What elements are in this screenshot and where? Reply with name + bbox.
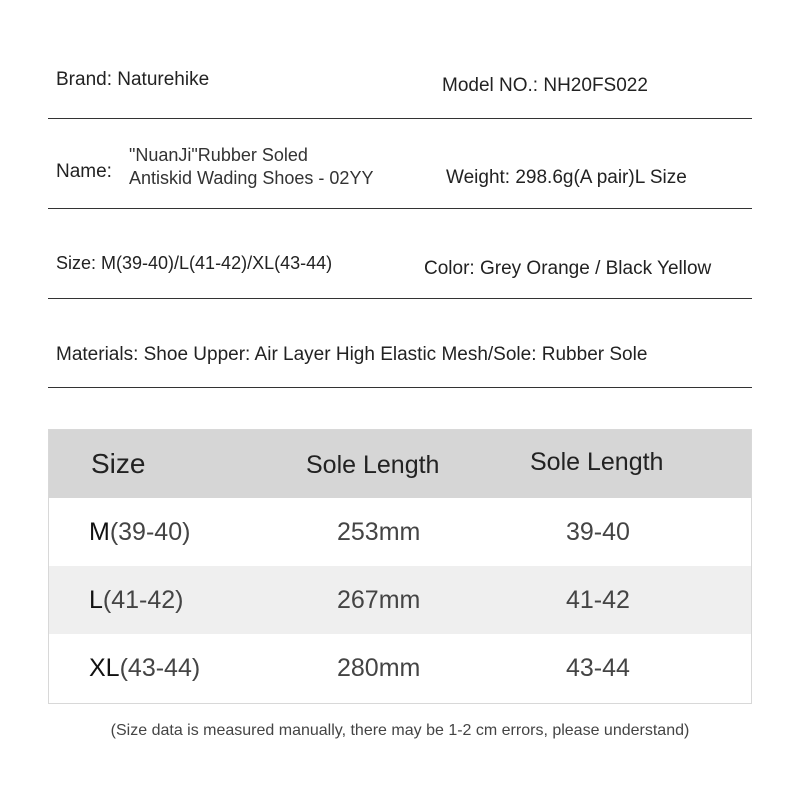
- size-table: [48, 429, 752, 704]
- cell-eu: 39-40: [566, 518, 630, 546]
- spec-row-name: [48, 119, 752, 209]
- name-label: Name:: [56, 161, 112, 182]
- cell-eu: 43-44: [566, 654, 630, 682]
- cell-size: [89, 586, 184, 615]
- cell-size-main: M: [89, 518, 110, 546]
- color-text: Color: Grey Orange / Black Yellow: [424, 258, 712, 279]
- spec-row-brand: [48, 60, 752, 119]
- cell-eu: 41-42: [566, 586, 630, 614]
- size-text: Size: M(39-40)/L(41-42)/XL(43-44): [56, 253, 333, 273]
- spec-row-materials: [48, 299, 752, 388]
- table-row: [49, 566, 751, 634]
- cell-size-range: (41-42): [102, 586, 184, 614]
- header-sole-length-2: Sole Length: [530, 448, 664, 476]
- cell-size: [89, 654, 200, 683]
- cell-length: 267mm: [337, 586, 421, 614]
- weight-text: Weight: 298.6g(A pair)L Size: [446, 167, 687, 188]
- table-row: [49, 634, 751, 702]
- cell-size-range: (43-44): [119, 654, 201, 682]
- cell-size: [89, 518, 190, 547]
- name-line-2: Antiskid Wading Shoes - 02YY: [129, 168, 374, 188]
- brand-text: Brand: Naturehike: [56, 69, 210, 90]
- cell-length: 280mm: [337, 654, 421, 682]
- header-sole-length-1: Sole Length: [306, 451, 440, 479]
- size-footnote: (Size data is measured manually, there may be 1-2 cm errors, please understand): [110, 722, 690, 739]
- materials-text: Materials: Shoe Upper: Air Layer High Elastic Mesh/Sole: Rubber Sole: [56, 344, 648, 365]
- cell-length: 253mm: [337, 518, 421, 546]
- cell-size-main: L: [89, 586, 103, 614]
- table-row: [49, 498, 751, 566]
- model-text: Model NO.: NH20FS022: [442, 75, 648, 96]
- cell-size-range: (39-40): [109, 518, 191, 546]
- cell-size-main: XL: [89, 654, 120, 682]
- header-size: Size: [91, 448, 146, 479]
- spec-row-size: [48, 209, 752, 299]
- name-line-1: "NuanJi"Rubber Soled: [129, 145, 308, 165]
- table-header: [49, 430, 751, 498]
